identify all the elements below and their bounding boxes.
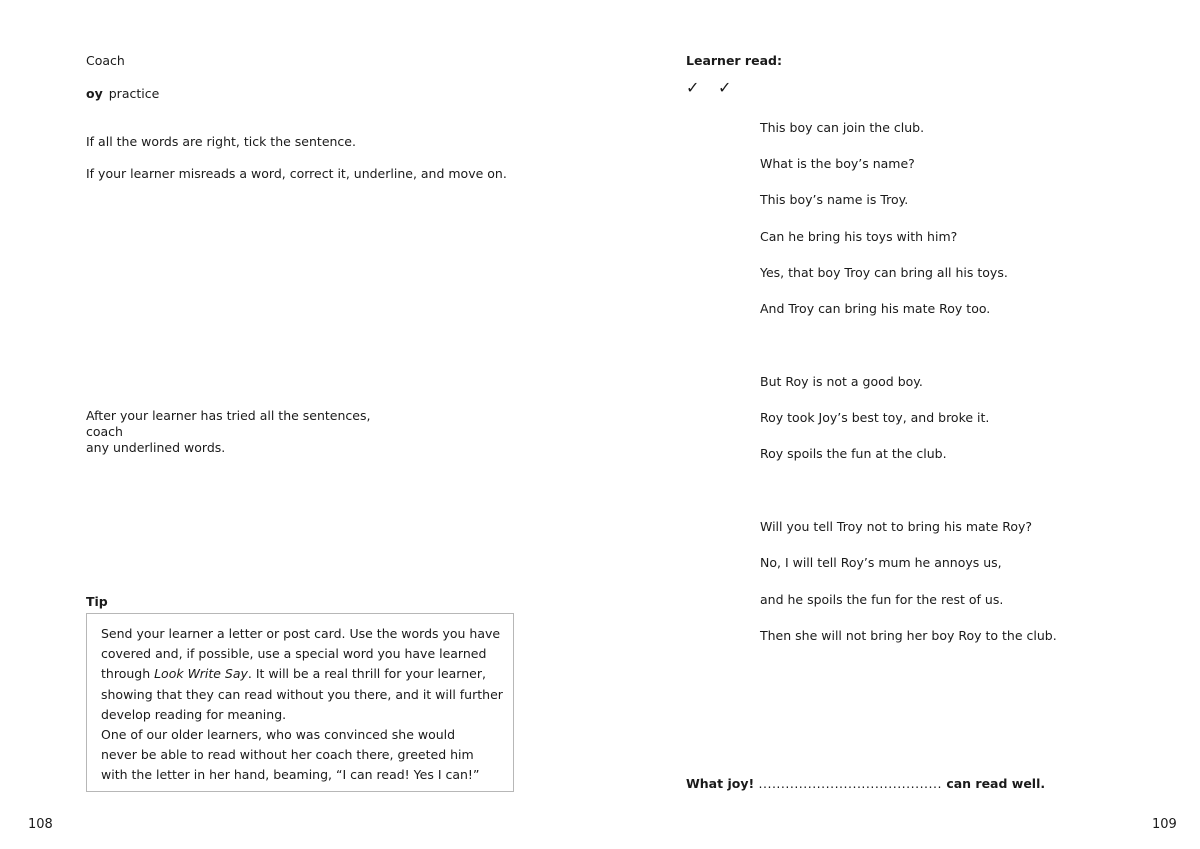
closing-start: What joy! xyxy=(686,776,755,791)
tip-line: never be able to read without her coach there, greeted him xyxy=(101,747,474,763)
tip-line: with the letter in her hand, beaming, “I can read! Yes I can!” xyxy=(101,767,480,783)
tip-text: through xyxy=(101,666,155,682)
tip-line: showing that they can read without you there, and it will further xyxy=(101,686,503,702)
sentence: This boy can join the club. xyxy=(760,120,925,135)
tick-icon: ✓ xyxy=(718,78,732,97)
instruction-correct: If your learner misreads a word, correct it, underline, and move on. xyxy=(86,166,507,181)
tip-line: One of our older learners, who was convinced she would xyxy=(101,727,456,743)
sentence: But Roy is not a good boy. xyxy=(760,374,923,389)
page-number-left: 108 xyxy=(28,817,53,832)
sentence: Will you tell Troy not to bring his mate Roy? xyxy=(760,519,1033,534)
tip-heading: Tip xyxy=(86,594,108,609)
sentence: Then she will not bring her boy Roy to the club. xyxy=(760,628,1057,643)
tip-line: covered and, if possible, use a special word you have learned xyxy=(101,646,487,662)
sentence: This boy’s name is Troy. xyxy=(760,192,909,207)
after-text-line: any underlined words. xyxy=(86,440,226,455)
sentence: Roy took Joy’s best toy, and broke it. xyxy=(760,410,990,425)
tip-line: develop reading for meaning. xyxy=(101,706,287,722)
sentence: And Troy can bring his mate Roy too. xyxy=(760,301,991,316)
sentence: Can he bring his toys with him? xyxy=(760,229,958,244)
book-title: Look Write Say xyxy=(154,666,248,682)
sentence: What is the boy’s name? xyxy=(760,156,915,171)
tip-line xyxy=(101,664,499,684)
tip-text: . It will be a real thrill for your learner, xyxy=(247,666,486,682)
instruction-tick: If all the words are right, tick the sentence. xyxy=(86,134,356,149)
page-number-right: 109 xyxy=(1152,817,1177,832)
sentence: and he spoils the fun for the rest of us. xyxy=(760,592,1004,607)
sentence: No, I will tell Roy’s mum he annoys us, xyxy=(760,555,1002,570)
after-sentences-instruction xyxy=(86,408,406,456)
page-header-coach: Coach xyxy=(86,53,125,68)
practice-heading xyxy=(86,86,159,102)
tip-box xyxy=(86,613,514,792)
tick-icon: ✓ xyxy=(686,78,700,97)
sentence: Yes, that boy Troy can bring all his toys. xyxy=(760,265,1008,280)
tick-marks xyxy=(686,78,750,97)
after-text-line: After your learner has tried all the sentences, coach xyxy=(86,408,371,439)
tip-line: Send your learner a letter or post card. Use the words you have xyxy=(101,626,501,641)
sound-label: oy xyxy=(86,86,103,101)
sentence: Roy spoils the fun at the club. xyxy=(760,446,947,461)
name-blank: ......................................... xyxy=(758,776,942,791)
practice-label: practice xyxy=(108,86,160,101)
page-header-learner-read: Learner read: xyxy=(686,53,782,68)
closing-end: can read well. xyxy=(946,776,1046,791)
closing-line xyxy=(686,776,1045,791)
